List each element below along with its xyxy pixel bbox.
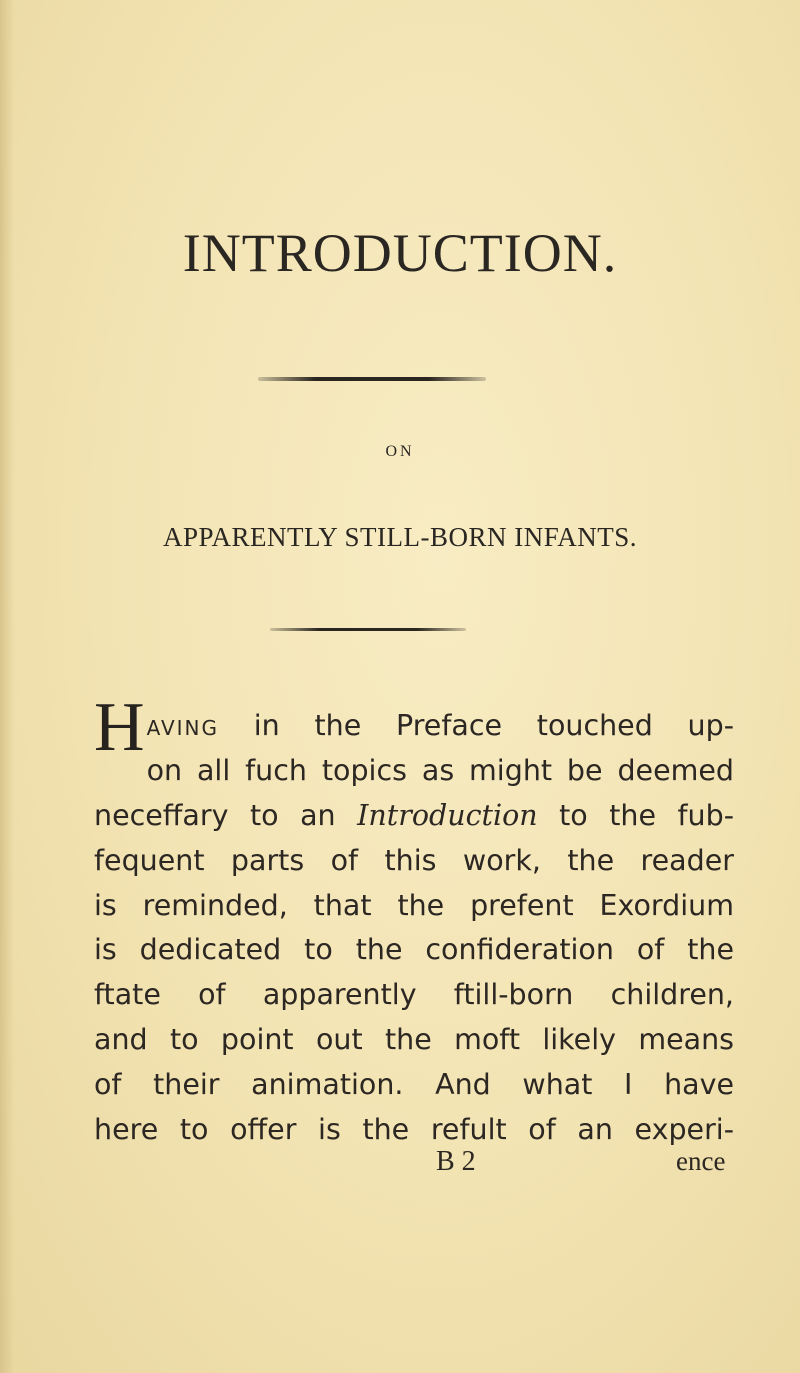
text-line-7: ftate of apparently ftill-born children, bbox=[94, 978, 734, 1012]
text-line-9: of their animation. And what I have bbox=[94, 1068, 734, 1102]
text-line-4: fequent parts of this work, the reader bbox=[94, 843, 734, 877]
first-word-smallcaps: aving bbox=[146, 709, 220, 742]
text-line-3-start: neceffary to an bbox=[94, 798, 358, 832]
page-gutter-shadow bbox=[0, 0, 14, 1373]
text-line-3 bbox=[94, 794, 734, 839]
first-line-rest: in the Preface touched up- bbox=[219, 709, 734, 742]
page-subtitle: APPARENTLY STILL-BORN INFANTS. bbox=[162, 522, 638, 552]
page-heading: INTRODUCTION. bbox=[182, 223, 618, 283]
on-label: ON bbox=[385, 443, 415, 460]
italic-word: Introduction bbox=[357, 798, 538, 832]
catchword: ence bbox=[676, 1146, 726, 1176]
ornamental-rule-top bbox=[258, 377, 486, 381]
text-line-10: here to offer is the refult of an experi- bbox=[94, 1113, 734, 1147]
signature-mark: B 2 bbox=[436, 1146, 476, 1177]
text-line-8: and to point out the moft likely means bbox=[94, 1023, 734, 1057]
text-line-2: on all fuch topics as might be deemed bbox=[146, 753, 734, 787]
drop-cap: H bbox=[94, 689, 145, 766]
text-line-6: is dedicated to the confideration of the bbox=[94, 933, 734, 967]
page-footer bbox=[94, 1146, 734, 1186]
body-paragraph bbox=[94, 689, 734, 1153]
text-line-1 bbox=[94, 689, 734, 766]
text-line-5: is reminded, that the prefent Exordium bbox=[94, 888, 734, 922]
ornamental-rule-bottom bbox=[270, 628, 466, 631]
text-line-3-end: to the fub- bbox=[537, 798, 734, 832]
